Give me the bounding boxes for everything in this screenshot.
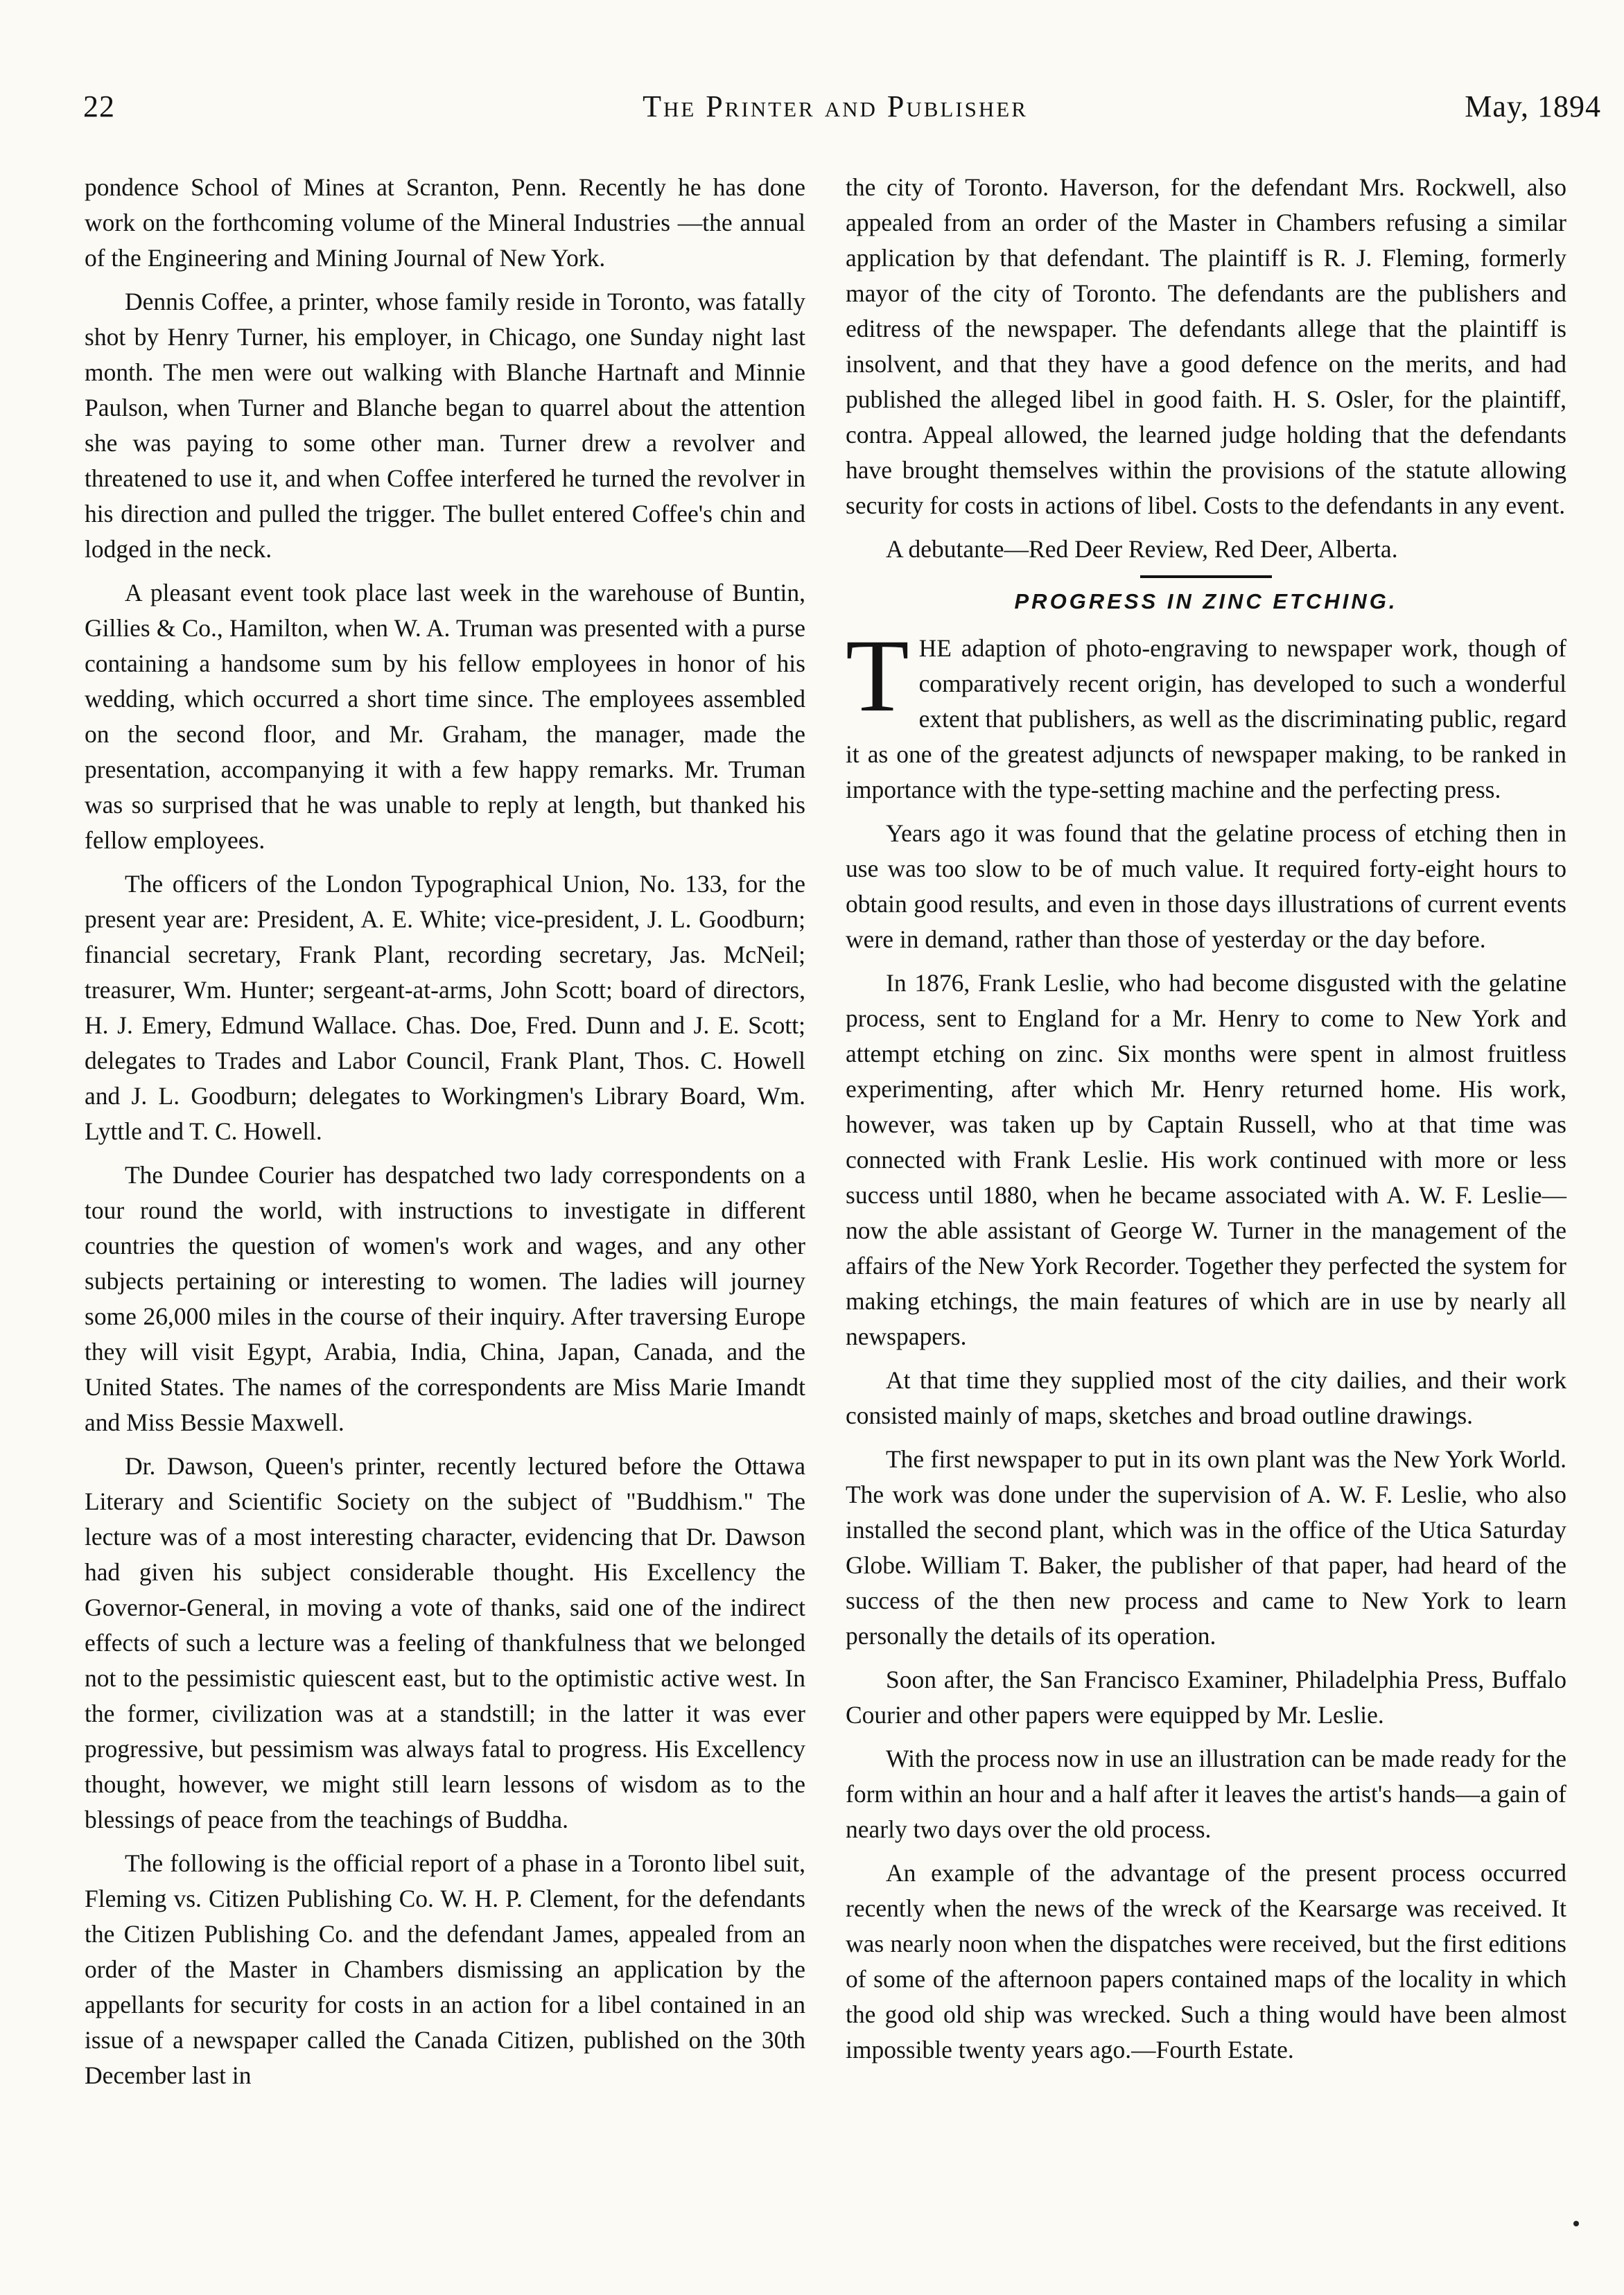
article-paragraph: An example of the advantage of the present process occurred recently when the news of the wreck of the Kearsarge was received. It was nearly noon when the dispatches were received, but the first editions of some of the afternoon papers contained maps of the locality in which the good old ship was wrecked. Such a thing would have been almost impossible twenty years ago.—Fourth Estate.	[846, 1859, 1566, 2063]
article-paragraph: Dr. Dawson, Queen's printer, recently lectured before the Ottawa Literary and Scientific Society on the subject of "Buddhism." The lecture was of a most interesting character, evidencing that Dr. Dawson had given his subject considerable thought. His Excellency the Governor-General, in moving a vote of thanks, said one of the indirect effects of such a lecture was a feeling of thankfulness that we belonged not to the pessimistic quiescent east, but to the optimistic active west. In the former, civilization was at a standstill; in the latter it was ever progressive, but pessimism was always fatal to progress. His Excellency thought, however, we might still learn lessons of wisdom as to the blessings of peace from the teachings of Buddha.	[85, 1452, 805, 1833]
left-column	[85, 170, 805, 2249]
article-paragraph: At that time they supplied most of the city dailies, and their work consisted mainly of maps, sketches and broad outline drawings.	[846, 1366, 1566, 1429]
debutante-line: A debutante—Red Deer Review, Red Deer, Alberta.	[886, 535, 1398, 563]
drop-cap: T	[846, 618, 909, 733]
article-paragraph: The following is the official report of a phase in a Toronto libel suit, Fleming vs. Citizen Publishing Co. W. H. P. Clement, for the defendants the Citizen Publishing Co. and the defendant James, appealed from an order of the Master in Chambers dismissing an application by the appellants for security for costs in an action for a libel contained in an issue of a newspaper called the Canada Citizen, published on the 30th December last in	[85, 1849, 805, 2089]
article-paragraph: In 1876, Frank Leslie, who had become disgusted with the gelatine process, sent to England for a Mr. Henry to come to New York and attempt etching on zinc. Six months were spent in almost fruitless experimenting, after which Mr. Henry returned home. His work, however, was taken up by Captain Russell, who at that time was connected with Frank Leslie. His work continued with more or less success until 1880, when he became associated with A. W. F. Leslie—now the able assistant of George W. Turner in the management of the affairs of the New York Recorder. Together they perfected the system for making etchings, the main features of which are in use by nearly all newspapers.	[846, 969, 1566, 1350]
article-paragraph: A pleasant event took place last week in the warehouse of Buntin, Gillies & Co., Hamilton, when W. A. Truman was presented with a purse containing a handsome sum by his fellow employees in honor of his wedding, which occurred a short time since. The employees assembled on the second floor, and Mr. Graham, the manager, made the presentation, accompanying it with a few happy remarks. Mr. Truman was so surprised that he was unable to reply at length, but thanked his fellow employees.	[85, 579, 805, 854]
page-number: 22	[83, 89, 115, 123]
article-paragraph: With the process now in use an illustration can be made ready for the form within an hour and a half after it leaves the artist's hands—a gain of nearly two days over the old process.	[846, 1745, 1566, 1843]
article-paragraph: Soon after, the San Francisco Examiner, Philadelphia Press, Buffalo Courier and other papers were equipped by Mr. Leslie.	[846, 1666, 1566, 1729]
issue-date: May, 1894	[1465, 89, 1601, 123]
lead-paragraph	[846, 618, 1566, 808]
publication-title: The Printer and Publisher	[643, 89, 1028, 123]
lead-paragraph-text: HE adaption of photo-engraving to newspaper work, though of comparatively recent origin, has developed to such a wonderful extent that publishers, as well as the discriminating public, regard it as one of the greatest adjuncts of newspaper making, to be ranked in importance with the type-setting machine and the perfecting press.	[846, 634, 1566, 803]
section-rule	[1140, 575, 1272, 578]
article-paragraph: the city of Toronto. Haverson, for the defendant Mrs. Rockwell, also appealed from an order of the Master in Chambers refusing a similar application by that defendant. The plaintiff is R. J. Fleming, formerly mayor of the city of Toronto. The defendants are the publishers and editress of the newspaper. The defendants allege that the plaintiff is insolvent, and that they have a good defence on the merits, and had published the alleged libel in good faith. H. S. Osler, for the plaintiff, contra. Appeal allowed, the learned judge holding that the defendants have brought themselves within the provisions of the statute allowing security for costs in actions of libel. Costs to the defendants in any event.	[846, 173, 1566, 519]
running-head	[69, 89, 1601, 130]
article-heading: PROGRESS IN ZINC ETCHING.	[1014, 589, 1398, 613]
article-paragraph: The Dundee Courier has despatched two lady correspondents on a tour round the world, with instructions to investigate in different countries the question of women's work and wages, and any other subjects pertaining or interesting to women. The ladies will journey some 26,000 miles in the course of their inquiry. After traversing Europe they will visit Egypt, Arabia, India, China, Japan, Canada, and the United States. The names of the correspondents are Miss Marie Imandt and Miss Bessie Maxwell.	[85, 1161, 805, 1436]
article-paragraph: The first newspaper to put in its own plant was the New York World. The work was done under the supervision of A. W. F. Leslie, who also installed the second plant, which was in the office of the Utica Saturday Globe. William T. Baker, the publisher of that paper, had heard of the success of the then new process and came to New York to learn personally the details of its operation.	[846, 1445, 1566, 1650]
article-paragraph: Dennis Coffee, a printer, whose family reside in Toronto, was fatally shot by Henry Turner, his employer, in Chicago, one Sunday night last month. The men were out walking with Blanche Hartnaft and Minnie Paulson, when Turner and Blanche began to quarrel about the attention she was paying to some other man. Turner drew a revolver and threatened to use it, and when Coffee interfered he turned the revolver in his direction and pulled the trigger. The bullet entered Coffee's chin and lodged in the neck.	[85, 288, 805, 563]
article-paragraph: The officers of the London Typographical Union, No. 133, for the present year are: President, A. E. White; vice-president, J. L. Goodburn; financial secretary, Frank Plant, recording secretary, Jas. McNeil; treasurer, Wm. Hunter; sergeant-at-arms, John Scott; board of directors, H. J. Emery, Edmund Wallace. Chas. Doe, Fred. Dunn and J. E. Scott; delegates to Trades and Labor Council, Frank Plant, Thos. C. Howell and J. L. Goodburn; delegates to Workingmen's Library Board, Wm. Lyttle and T. C. Howell.	[85, 870, 805, 1145]
article-paragraph: Years ago it was found that the gelatine process of etching then in use was too slow to be of much value. It required forty-eight hours to obtain good results, and even in those days illustrations of current events were in demand, rather than those of yesterday or the day before.	[846, 819, 1566, 953]
article-paragraph: pondence School of Mines at Scranton, Penn. Recently he has done work on the forthcoming volume of the Mineral Industries —the annual of the Engineering and Mining Journal of New York.	[85, 173, 805, 272]
right-column	[846, 170, 1566, 2249]
ink-dot	[1573, 2221, 1579, 2226]
